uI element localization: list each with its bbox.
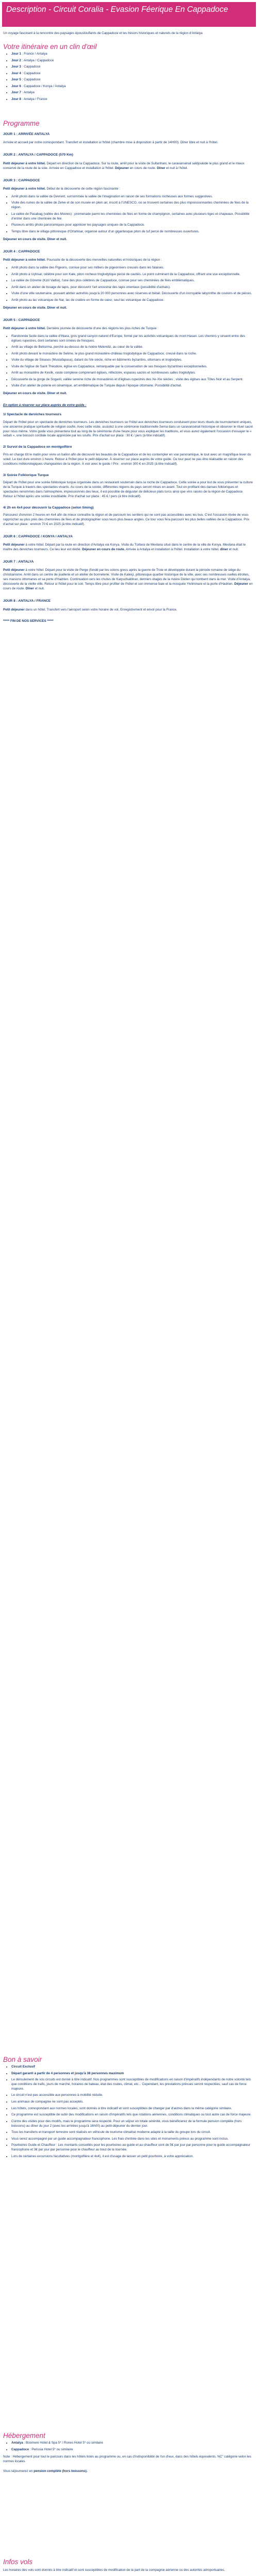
accommodation-section — [3, 2432, 254, 2477]
itinerary-item: • Jour 5 : Cappadoce — [11, 78, 254, 82]
day4-item: • La vallée de Göreme (Kizil Vadisi), l'une des plus célèbres de Cappadoce, connue pour ses cheminées de fées emblématiques. — [11, 279, 254, 283]
itinerary-item: • Jour 3 : Cappadoce — [11, 65, 254, 70]
day4-list — [3, 266, 254, 303]
day6-title: JOUR 6 : CAPPADOCE / KONYA / ANTALYA — [3, 534, 73, 538]
day3-item: • Visite des ruines de la vallée de Zelve et de son musée en plein air, inscrit à l'UNESCO, où se trouvent certaines des plus impressionnantes cheminées de fées de la région. — [11, 201, 254, 210]
day4-intro: Petit déjeuner à votre hôtel. Poursuite de la découverte des merveilles naturelles et historiques de la région : — [3, 258, 162, 262]
itinerary-item: • Jour 7 : Antalya — [11, 91, 254, 95]
day4-item: • Visite d'une ville souterraine, pouvant abriter autrefois jusqu'à 20 000 personnes avec réserves et bétail. Découverte d'un incroyable labyrinthe de couloirs et de pièces. — [11, 292, 254, 296]
good-to-know-item: • Tous les transferts et transport terrestre sont réalisés en véhicule de tourisme climatisé moderne adapté à la taille du groupe lors du circuit. — [11, 2130, 254, 2135]
option3-title: 3/ Soirée Folklorique Turque — [3, 473, 49, 477]
day4-item: • Arrêt photo à Uçhisar, célèbre pour son Kale, piton rocheux troglodytique percé de cavités. Le point culminant de la Cappadoce, offrant une vue exceptionnelle. — [11, 273, 254, 277]
good-to-know-item: • Ce programme est susceptible de subir des modifications en raison d'impératifs tels que rotations aériennes, conditions climatiques ou tout autre cas de force majeure. — [11, 2113, 254, 2117]
itinerary-item: • Jour 2 : Antalya / Cappadoce — [11, 59, 254, 63]
itinerary-list — [3, 52, 254, 102]
hotel-list — [3, 2441, 254, 2452]
good-to-know-item: • Vous serez accompagné par un guide accompagnateur francophone. Les frais d'entrée dans les sites et monuments prévus au programme sont inclus. — [11, 2137, 254, 2142]
day3-title: JOUR 3 : CAPPADOCE — [3, 178, 40, 182]
day5-intro: Petit déjeuner à votre hôtel. Dernière journée de découverte d'une des régions les plus riches de Turquie : — [3, 326, 158, 330]
itinerary-heading: Votre itinéraire en un clin d'œil — [3, 43, 97, 50]
day3-item: • Temps libre dans le village pittoresque d'Ortahisar, organisé autour d'un gigantesque piton de tuf percé de nombreuses ouvertures. — [11, 230, 254, 234]
day7-text: Petit déjeuner à votre hôtel. Départ pour la visite de Perge (fondé par les colons grecs après la guerre de Troie et développée durant la période romaine de siège du christianisme. Arrêt dans un centre de joaillerie et un atelier de bonneterie. Visite de Kaleiçi, pittoresque quartier historique de la ville, avec ses nombreuses ruelles étroites, ses maisons ottomanes et sa porte d'Hadrien. Continuation vers les chutes de Karpuzkaldiran, derniers étages de la rivière Düden qui tombent dans la mer. Visite d'Antalya, découverte de la vieille ville. Retour à l'hôtel pour le soir. Temps libre pour profiter de l'hôtel et son immense baie et la mosquée Yivliminare et la porte d'Hadrien. Déjeuner en cours de route. Dîner et nuit. — [3, 568, 253, 591]
good-to-know-item: • Contre des visites pour des modifs, mais le programme sera respecté. Pour un séjour en totale sérénité, vous bénéficierez de la formule pension complète (hors boissons) au dîner du jour 2 (avec les arrivées jusqu'à 16h00) au petit-déjeuner du dernier jour. — [11, 2120, 254, 2129]
day3-meals: Déjeuner en cours de visite. Dîner et nuit. — [3, 237, 67, 241]
hotel-item: • Antalya : Boomere Hotel & Spa 5* / Rones Hotel 5* ou similaire — [11, 2441, 254, 2446]
day3-item: • La vallée de Pasabag (vallée des Moines) : promenade parmi les cheminées de fées en forme de champignon, certaines avec plusieurs tiges et chapeaux. Possibilité d'entrer dans une cheminée de fée. — [11, 212, 254, 222]
good-to-know-heading: Bon à savoir — [3, 2056, 42, 2063]
day3-item: • Plusieurs arrêts photo panoramiques pour apprécier les paysages uniques de la Cappadoce. — [11, 223, 254, 228]
day6-text: Petit déjeuner à votre hôtel. Départ par la route en direction d'Antalya via Konya. Visite du Türbesi de Mevlana situé dans le centre de la ville de Konya. Mevlana était le maître des derviches tourneurs. Ce lieu leur est dédié. Déjeuner en cours de route. Arrivée à Antalya et installation à l'hôtel. Installation à votre hôtel, dîner et nuit. — [3, 543, 246, 552]
intro-section — [3, 31, 254, 39]
good-to-know-item: • Lors de certaines excursions facultatives (montgolfière et 4x4), il est d'usage de laisser un petit pourboire, à votre appréciation. — [11, 2155, 254, 2159]
good-to-know-item: • Les hôtels, correspondant aux normes locales, sont donnés à titre indicatif et sont susceptibles de changer par d'autres dans la même catégorie similaire. — [11, 2107, 254, 2111]
option2-title: 2/ Survol de la Cappadoce en montgolfière — [3, 445, 72, 449]
day7-title: JOUR 7 : ANTALYA — [3, 560, 34, 564]
flight-info-paragraph: Les horaires des vols sont donnés à titre indicatif et sont susceptibles de modification de la part de la compagnie aérienne ou des autorités aéroportuaires. — [3, 2568, 225, 2572]
good-to-know-item: • Le circuit n'est pas accessible aux personnes à mobilité réduite. — [11, 2093, 254, 2098]
day8-title: JOUR 8 : ANTALYA / FRANCE — [3, 599, 51, 603]
day5-item: • Arrêt au monastère de Keslik, vaste complexe comprenant églises, réfectoire, espaces sacrés et nombreuses salles troglodytes. — [11, 371, 254, 376]
day5-title: JOUR 5 : CAPPADOCE — [3, 318, 40, 322]
board-note: Vous séjournerez en pension complète (hors boissons). — [3, 2469, 88, 2473]
day5-item: • Visite de l'église de Saint Théodore, église en Cappadoce, remarquable par la conservation de ses fresques byzantines exceptionnelles. — [11, 365, 254, 369]
itinerary-item: • Jour 4 : Cappadoce — [11, 72, 254, 76]
flight-info-heading: Infos vols — [3, 2558, 33, 2566]
flight-info-section — [3, 2558, 254, 2576]
day4-title: JOUR 4 : CAPPADOCE — [3, 249, 40, 253]
day5-list — [3, 334, 254, 389]
end-of-services: ***** FIN DE NOS SERVICES ***** — [3, 619, 54, 623]
itinerary-section — [3, 43, 254, 105]
program-heading: Programme — [3, 120, 40, 127]
day5-item: • Arrêt au village de Belisirma, perché au-dessus de la rivière Melendiz, au cœur de la vallée. — [11, 345, 254, 350]
day5-item: • Visite du village de Sinasos (Mustafapasa), datant du IVe siècle, riche en bâtiments byzantins, ottomans et troglodytes. — [11, 358, 254, 363]
day2-text: Petit déjeuner à votre hôtel. Départ en direction de la Cappadoce. Sur la route, arrêt pour la visite de Sultanhani, le caravansérail seldjoukide le plus grand et le mieux conservé de la route de la soie. Arrivée en Cappadoce et installation à l'hôtel. Déjeuner en cours de route. Dîner et nuit à l'hôtel. — [3, 161, 245, 170]
option4-text: Parcourez d'environ 2 heures en 4x4 afin de mieux connaître la région et de parcourir les sentiers qui ne sont pas accessibles avec les bus. C'est l'occasion rêvée de vous rapprocher au plus près des cheminées de fées et de photographier sous leurs plus beaux angles. Ce tour vous fera parcourir les plus belles vallées de la Cappadoce. Prix d'achat sur place : environ 70 € en 2025 (à titre indicatif). — [3, 513, 250, 526]
day3-list — [3, 195, 254, 234]
day4-item: • Arrêt dans un atelier de tissage de tapis, pour découvrir l'art ancestral des tapis orientaux (possibilité d'achats). — [11, 285, 254, 290]
option1-text: Départ de l'hôtel pour un spectacle de derviches tourneurs. Les derviches tourneurs se l'hôtel aux derviches tourneurs conduisent pour leurs rituels de tournoiement uniques, une ancienne pratique spirituelle de religion soufie. Avec cette visite, assistez à une cérémonie traditionnelle Sema dans un caravansérail historique et observer le rituel sacré pour nous même. Votre guide vous présentera tout au long de la cérémonie d'une heure pour vous expliquer les traditions, et vous aurez également l'occasion d'essayer le « sebah », une boisson cordiale locale appréciée par les soufis. Prix d'achat sur place : 30 € / pers (à titre indicatif). — [3, 420, 253, 438]
day1-title: JOUR 1 : ARRIVÉE ANTALYA — [3, 132, 50, 136]
options-heading: En option à réserver sur place auprès de votre guide : — [3, 403, 87, 408]
good-to-know-item: • Circuit Exclusif — [11, 2065, 254, 2070]
intro-text: Un voyage fascinant à la rencontre des paysages époustouflants de Cappadoce et les trésors historiques et naturels de la région d'Antalya — [3, 31, 203, 35]
good-to-know-list — [3, 2065, 254, 2159]
day3-intro: Petit déjeuner à votre hôtel. Début de la découverte de cette région fascinante : — [3, 187, 120, 191]
option1-title: 1/ Spectacle de derviches tourneurs — [3, 413, 61, 417]
day5-item: • Visite d'un atelier de poterie en céramique, art emblématique de Turquie depuis l'époque ottomane. Possibilité d'achat. — [11, 384, 254, 388]
good-to-know-item: • Les animaux de compagnie ne sont pas acceptés. — [11, 2100, 254, 2105]
day8-text: Petit déjeuner dans un hôtel. Transfert vers l'aéroport selon votre horaire de vol. Enregistrement et envol pour la France. — [3, 607, 178, 612]
page-title: Description - Circuit Coralia - Evasion Féerique En Cappadoce — [2, 2, 256, 27]
day5-meals: Déjeuner en cours de visite. Dîner et nuit. — [3, 392, 67, 396]
day5-item: • Découverte de la gorge de Soganli, vallée sereine riche de monastères et d'églises rupestres des Xe-XIe siècles ; visite des églises aux Tôles Noir et au Serpent. — [11, 378, 254, 382]
day5-item: • Arrêt photo devant le monastère de Selime, le plus grand monastère-château troglodytique de Cappadoce, creusé dans la roche. — [11, 352, 254, 357]
good-to-know-section — [3, 2056, 254, 2162]
day4-item: • Arrêt photo au lac volcanique de Nar, lac de cratère en forme de cœur, seul lac volcanique de Cappadoce. — [11, 298, 254, 303]
day1-text: Arrivée et accueil par notre correspondant. Transfert et installation à l'hôtel (chambre mise à disposition à partir de 14H00). Dîner libre et nuit à l'hôtel. — [3, 141, 218, 145]
day5-item: • Randonnée facile dans la vallée d'Ihlara, gros grand canyon naturel d'Europe, formé par les activités volcaniques du mont Hasan. Les chemins y sinuent entre des églises rupestres, dont certaines sont ornées de fresques. — [11, 334, 254, 344]
day4-item: • Arrêt photo dans la vallée des Pigeons, connue pour ses milliers de pigeonniers creusés dans les falaises. — [11, 266, 254, 270]
itinerary-item: • Jour 8 : Antalya / France — [11, 97, 254, 102]
day3-item: • Arrêt photo dans la vallée de Devrent, surnommée la vallée de l'imagination en raison de ses formations rocheuses aux formes suggestives. — [11, 195, 254, 199]
good-to-know-item: • Le déroulement de vos circuits est donné à titre indicatif. Nos programmes sont susceptibles de modifications en raison d'impératifs indépendants de notre volonté tels que conditions de trafic, jours de marché, horaires de bateau, état des routes, climat, etc... Cependant, les prestations prévues seront respectées, sauf cas de force majeure. — [11, 2078, 254, 2092]
program-section — [3, 120, 254, 627]
option4-title: 4/ 2h en 4x4 pour découvrir la Cappadoce (selon timing) — [3, 505, 94, 510]
option3-text: Départ de l'hôtel pour une soirée folklorique turque organisée dans un restaurant souterrain dans la roche de Cappadoce. Cette soirée a pour but de vous présenter la culture de la Turquie à travers des spectacles vivants. Au cours de la soirée, différentes régions du pays seront mises en avant. Tout en profitant des danses folkloriques et spectacles renommés dans l'atmosphère, impressionnés des lieux, il est possible de déguster de délicieux plats turcs ainsi que vins raisins de la région de Cappadoce. Retour à l'hôtel après une soirée inoubliable. Prix d'achat sur place : 45 € / pers (à titre indicatif). — [3, 480, 253, 498]
good-to-know-item: • Départ garanti à partir de 4 personnes et jusqu'à 38 personnes maximum — [11, 2072, 254, 2076]
itinerary-item: • Jour 1 : France / Antalya — [11, 52, 254, 57]
itinerary-item: • Jour 6 : Cappadoce / Konya / Antalya — [11, 84, 254, 89]
hotel-item: • Cappadoce : Perissia Hotel 5* ou similaire — [11, 2448, 254, 2452]
day4-meals: Déjeuner en cours de visite. Dîner et nuit. — [3, 306, 67, 310]
accommodation-heading: Hébergement — [3, 2432, 45, 2439]
good-to-know-item: • Pourboires Guide et Chauffeur : Les montants conseillés pour les pourboires au guide et au chauffeur sont de 5€ par jour par personne pour le guide accompagnateur francophone et 3€ par jour par personne pour le chauffeur au bout de la tournée. — [11, 2143, 254, 2153]
option2-text: Pris en charge tôt le matin pour vivre un ballon afin de découvrir les beautés de la Cappadoce et de les contempler en vue panoramique, le tout avec un magnifique lever du soleil. Le tout dure environ 1 heure. Retour à l'hôtel pour le petit déjeuner. À réserver sur place auprès de votre guide. Ce tour peut ne pas être réalisable en raison des conditions météorologiques changeantes de la région. À voir avec le guide / Prix : environ 300 € en 2025 (à titre indicatif). — [3, 452, 251, 466]
day2-title: JOUR 2 : ANTALYA / CAPPADOCE (570 Km) — [3, 153, 73, 157]
hotel-note: Note : Hébergement pour tout le parcours dans les hôtels listés au programme ou, en cas d'indisponibilité de l'un d'eux, dans des hôtels équivalents. NC" catégorie selon les normes locales. — [3, 2455, 251, 2464]
